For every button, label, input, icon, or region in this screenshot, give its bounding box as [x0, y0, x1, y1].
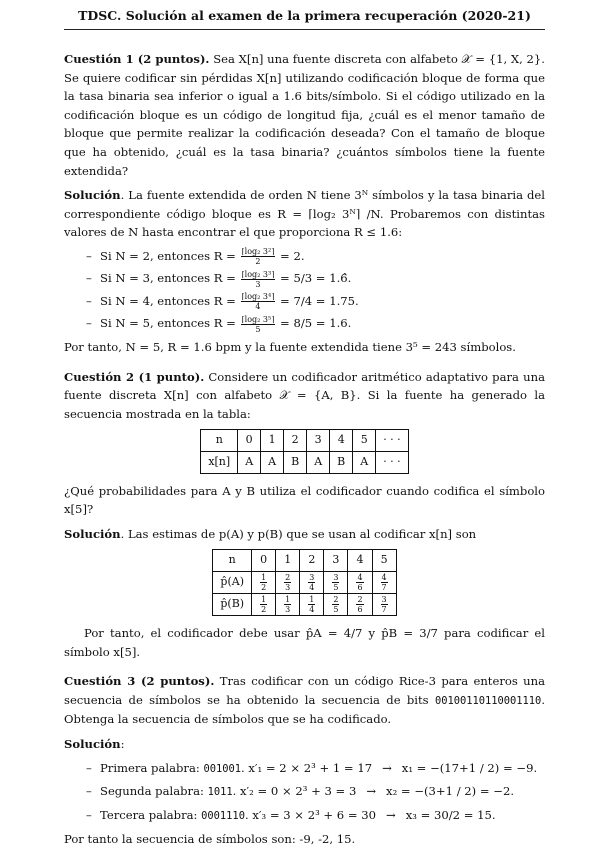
solution-2-conclusion: Por tanto, el codificador debe usar p̂A = 4/7 y p̂B = 3/7 para codificar el símbolo x[5]. [64, 626, 545, 659]
table-cell: 0 [238, 430, 261, 452]
table-cell: 3 [324, 550, 348, 572]
table-cell: · · · [376, 430, 408, 452]
table-cell: 4 [348, 550, 372, 572]
table-cell: n [213, 550, 252, 572]
arrow-icon: → [386, 807, 396, 822]
table-cell: 0 [252, 550, 276, 572]
probability-table [212, 549, 396, 616]
question-2-prompt: ¿Qué probabilidades para A y B utiliza el codificador cuando codifica el símbolo x[5]? [64, 483, 545, 517]
solution-3-list [64, 757, 545, 828]
table-cell: $\frac{1}{4}$ [300, 593, 324, 615]
question-3-label: Cuestión 3 (2 puntos). [64, 674, 215, 689]
list-item: – Si N = 4, entonces R = $\frac{\text{⌈log₂ 3⁴⌉}}{4}$ = 7/4 = 1.75. [86, 290, 545, 313]
table-cell: $\frac{2}{5}$ [324, 593, 348, 615]
table-cell: $\frac{1}{3}$ [276, 593, 300, 615]
question-3-text-after: . Obtenga la secuencia de símbolos que se ha codificado. [64, 692, 545, 727]
table-row [201, 451, 408, 473]
table-cell: $\frac{1}{2}$ [252, 593, 276, 615]
table-cell: $\frac{1}{2}$ [252, 571, 276, 593]
table-row [213, 593, 396, 615]
table-cell: $\frac{4}{7}$ [372, 571, 396, 593]
arrow-icon: → [382, 760, 392, 775]
question-2-label: Cuestión 2 (1 punto). [64, 369, 205, 384]
list-item: – Si N = 2, entonces R = $\frac{\text{⌈log₂ 3²⌉}}{2}$ = 2. [86, 245, 545, 268]
table-cell: p̂(B) [213, 593, 252, 615]
table-cell: B [284, 451, 307, 473]
solution-1-list [64, 245, 545, 335]
table-cell: p̂(A) [213, 571, 252, 593]
sequence-table [200, 429, 408, 473]
question-1-text: Sea X[n] una fuente discreta con alfabeto 𝒳 = {1, X, 2}. Se quiere codificar sin pérdidas X[n] utilizando codificación bloque de forma que la tasa binaria sea inferior o igual a 1.6 bits/símbolo. Si el código utilizado en la codificación bloque es un código de longitud fija, ¿cuál es el menor tamaño de bloque que permite realizar la codificación deseada? Con el tamaño de bloque que ha obtenido, ¿cuál es la tasa binaria? ¿cuántos símbolos tiene la fuente extendida? [64, 52, 545, 178]
list-item: – Segunda palabra: 1011. x′₂ = 0 × 2³ + 3 = 3 → x₂ = −(3+1 / 2) = −2. [86, 780, 545, 804]
question-1 [64, 50, 545, 180]
table-cell: $\frac{2}{6}$ [348, 593, 372, 615]
table-row [213, 550, 396, 572]
list-item: – Tercera palabra: 0001110. x′₃ = 3 × 2³ + 6 = 30 → x₃ = 30/2 = 15. [86, 804, 545, 828]
table-row [201, 430, 408, 452]
solution-3: Solución: [64, 737, 125, 752]
table-cell: A [261, 451, 284, 473]
table-cell: · · · [376, 451, 408, 473]
table-cell: $\frac{2}{3}$ [276, 571, 300, 593]
question-2-text: Considere un codificador aritmético adaptativo para una fuente discreta X[n] con alfabeto 𝒳 = {A, B}. Si la fuente ha generado la secuencia mostrada en la tabla: [64, 369, 545, 421]
bit-sequence: 00100110110001110 [434, 694, 542, 707]
solution-1-conclusion: Por tanto, N = 5, R = 1.6 bpm y la fuente extendida tiene 3⁵ = 243 símbolos. [64, 339, 516, 354]
solution-2-text: . Las estimas de p(A) y p(B) que se usan al codificar x[n] son [120, 526, 477, 541]
table-cell: A [238, 451, 261, 473]
solution-3-conclusion: Por tanto la secuencia de símbolos son: -9, -2, 15. [64, 832, 356, 847]
solution-2-label: Solución [64, 526, 121, 541]
arrow-icon: → [366, 784, 377, 799]
table-cell: $\frac{3}{5}$ [324, 571, 348, 593]
solution-3-label: Solución [64, 737, 121, 752]
question-3 [64, 672, 545, 729]
table-cell: x[n] [201, 451, 238, 473]
table-cell: 2 [284, 430, 307, 452]
solution-1-text: . La fuente extendida de orden N tiene 3ᴺ símbolos y la tasa binaria del correspondiente código bloque es R = ⌈log₂ 3ᴺ⌉ /N. Probaremos con distintas valores de N hasta encontrar el que proporciona R ≤ 1.6: [64, 188, 545, 240]
table-cell: 1 [261, 430, 284, 452]
table-cell: n [201, 430, 238, 452]
page-header: TDSC. Solución al examen de la primera recuperación (2020-21) [64, 8, 545, 30]
table-cell: 4 [330, 430, 353, 452]
table-cell: B [330, 451, 353, 473]
table-cell: 5 [372, 550, 396, 572]
question-1-label: Cuestión 1 (2 puntos). [64, 52, 210, 66]
table-cell: $\frac{4}{6}$ [348, 571, 372, 593]
table-cell: 1 [276, 550, 300, 572]
table-cell: A [353, 451, 376, 473]
table-row [213, 571, 396, 593]
question-2 [64, 368, 545, 424]
table-cell: $\frac{3}{7}$ [372, 593, 396, 615]
solution-2 [64, 525, 545, 544]
solution-1-label: Solución [64, 188, 121, 203]
list-item: – Si N = 5, entonces R = $\frac{\text{⌈log₂ 3⁵⌉}}{5}$ = 8/5 = 1.6. [86, 312, 545, 335]
list-item: – Primera palabra: 001001. x′₁ = 2 × 2³ + 1 = 17 → x₁ = −(17+1 / 2) = −9. [86, 757, 545, 781]
solution-1 [64, 186, 545, 242]
table-cell: A [307, 451, 330, 473]
table-cell: 3 [307, 430, 330, 452]
table-cell: 2 [300, 550, 324, 572]
question-3-text-before: Tras codificar con un código Rice-3 para enteros una secuencia de símbolos se ha obtenido la secuencia de bits [64, 674, 546, 707]
table-cell: $\frac{3}{4}$ [300, 571, 324, 593]
document-body [64, 50, 545, 849]
list-item: – Si N = 3, entonces R = $\frac{\text{⌈log₂ 3³⌉}}{3}$ = 5/3 = 1.6̂. [86, 267, 545, 290]
table-cell: 5 [353, 430, 376, 452]
